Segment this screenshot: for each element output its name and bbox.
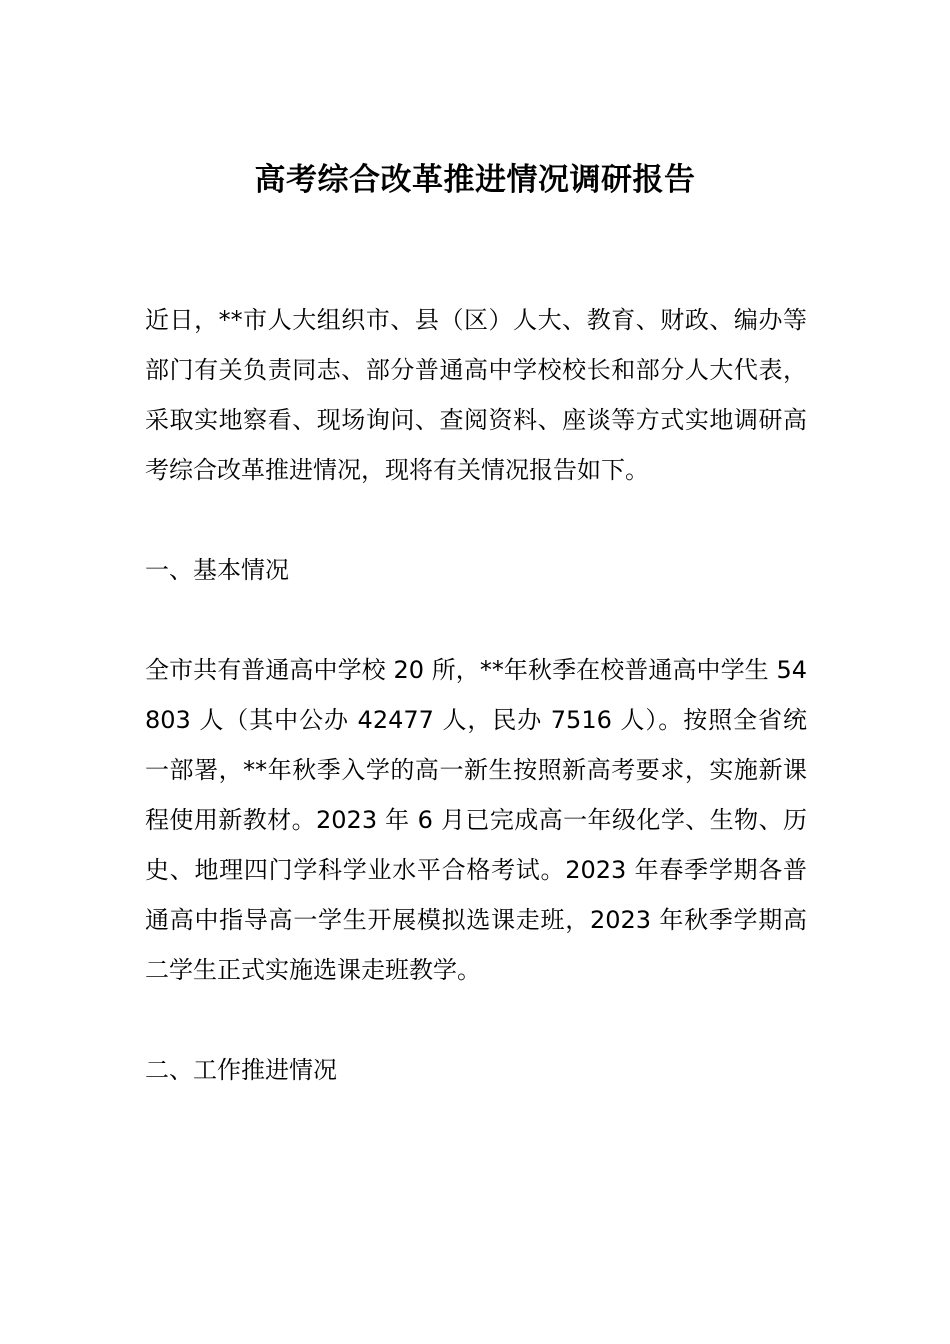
section-basic-paragraph: 全市共有普通高中学校 20 所，**年秋季在校普通高中学生 54803 人（其中公办 42477 人，民办 7516 人）。按照全省统一部署，**年秋季入学的高一新生按照新高考要求，实施新课程使用新教材。2023 年 6 月已完成高一年级化学、生物、历史、地理四门学科学业水平合格考试。2023 年春季学期各普通高中指导高一学生开展模拟选课走班，2023 年秋季学期高二学生正式实施选课走班教学。 — [145, 656, 807, 984]
section-heading-basic: 一、基本情况 — [145, 556, 289, 584]
document-title: 高考综合改革推进情况调研报告 — [254, 162, 696, 198]
intro-paragraph: 近日，**市人大组织市、县（区）人大、教育、财政、编办等部门有关负责同志、部分普通高中学校校长和部分人大代表，采取实地察看、现场询问、查阅资料、座谈等方式实地调研高考综合改革推进情况，现将有关情况报告如下。 — [145, 306, 807, 484]
document-body — [145, 295, 807, 1145]
section-heading-progress: 二、工作推进情况 — [145, 1056, 337, 1084]
